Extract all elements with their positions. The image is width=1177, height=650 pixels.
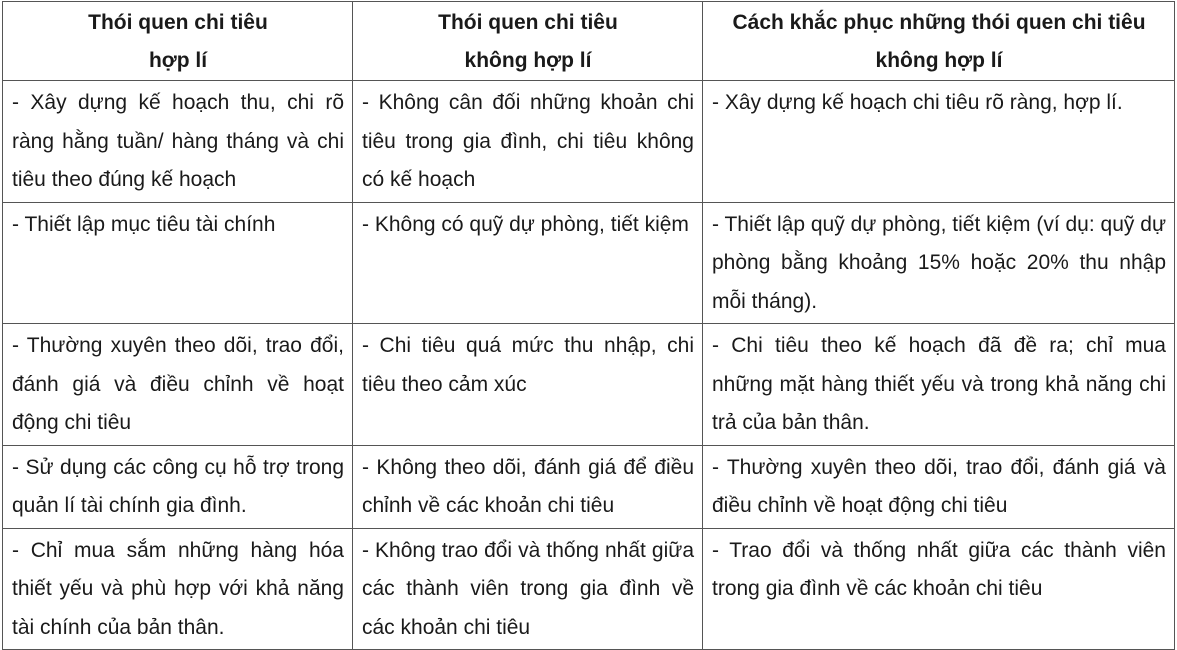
header-line: Cách khắc phục những thói quen chi tiêu [732, 11, 1146, 34]
table-cell: - Thường xuyên theo dõi, trao đổi, đánh giá và điều chỉnh về hoạt động chi tiêu [3, 324, 353, 446]
header-reasonable-habits [3, 2, 353, 81]
table-row [3, 324, 1175, 446]
table-header-row [3, 2, 1175, 81]
table-cell: - Không theo dõi, đánh giá để điều chỉnh về các khoản chi tiêu [353, 445, 703, 528]
header-line: hợp lí [148, 49, 208, 72]
table-cell: - Thường xuyên theo dõi, trao đổi, đánh giá và điều chỉnh về hoạt động chi tiêu [703, 445, 1175, 528]
header-line: không hợp lí [464, 49, 592, 72]
table-row [3, 528, 1175, 650]
header-unreasonable-habits [353, 2, 703, 81]
header-remedies [703, 2, 1175, 81]
header-line: Thói quen chi tiêu [88, 11, 268, 34]
table-cell: - Không trao đổi và thống nhất giữa các thành viên trong gia đình về các khoản chi tiêu [353, 528, 703, 650]
table-cell: - Không có quỹ dự phòng, tiết kiệm [353, 202, 703, 324]
table-cell: - Chi tiêu quá mức thu nhập, chi tiêu theo cảm xúc [353, 324, 703, 446]
header-line: Thói quen chi tiêu [438, 11, 618, 34]
table-cell: - Thiết lập mục tiêu tài chính [3, 202, 353, 324]
table-cell: - Xây dựng kế hoạch thu, chi rõ ràng hằng tuần/ hàng tháng và chi tiêu theo đúng kế hoạch [3, 81, 353, 203]
table-cell: - Chỉ mua sắm những hàng hóa thiết yếu và phù hợp với khả năng tài chính của bản thân. [3, 528, 353, 650]
table-row [3, 445, 1175, 528]
spending-habits-table [2, 1, 1175, 650]
table-cell: - Xây dựng kế hoạch chi tiêu rõ ràng, hợp lí. [703, 81, 1175, 203]
table-cell: - Chi tiêu theo kế hoạch đã đề ra; chỉ mua những mặt hàng thiết yếu và trong khả năng chi trả của bản thân. [703, 324, 1175, 446]
table-cell: - Sử dụng các công cụ hỗ trợ trong quản lí tài chính gia đình. [3, 445, 353, 528]
table-row [3, 81, 1175, 203]
table-cell: - Thiết lập quỹ dự phòng, tiết kiệm (ví dụ: quỹ dự phòng bằng khoảng 15% hoặc 20% thu nhập mỗi tháng). [703, 202, 1175, 324]
table-cell: - Trao đổi và thống nhất giữa các thành viên trong gia đình về các khoản chi tiêu [703, 528, 1175, 650]
table-cell: - Không cân đối những khoản chi tiêu trong gia đình, chi tiêu không có kế hoạch [353, 81, 703, 203]
table-row [3, 202, 1175, 324]
header-line: không hợp lí [875, 49, 1003, 72]
